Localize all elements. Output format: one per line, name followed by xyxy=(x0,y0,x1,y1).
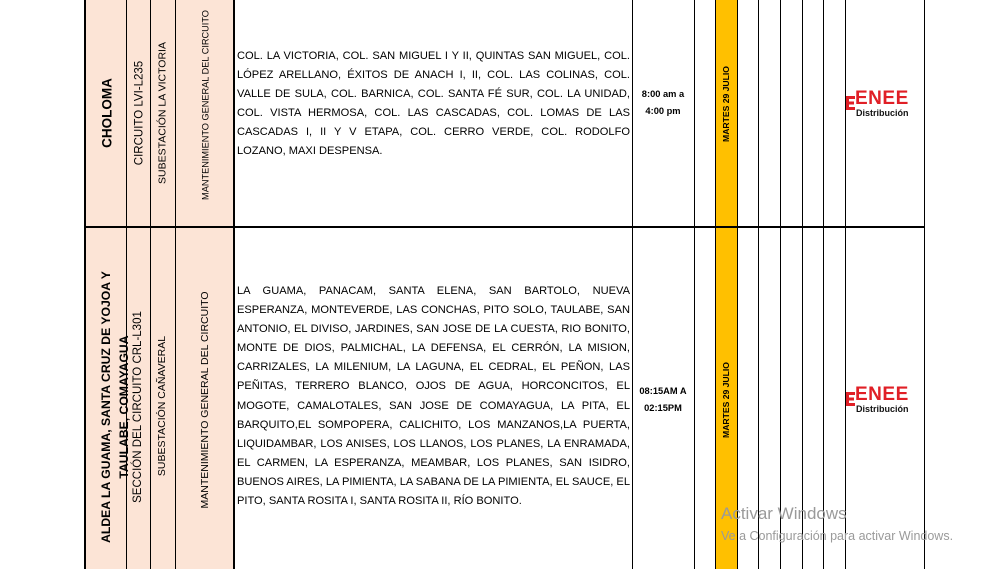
grid-line xyxy=(823,0,824,569)
grid-line xyxy=(924,0,925,569)
enee-logo-mark-icon xyxy=(846,392,855,406)
enee-logo xyxy=(846,90,924,120)
enee-logo-text: ENEE xyxy=(855,88,909,109)
enee-logo-subtext: Distribución xyxy=(856,108,909,118)
circuit-label: CIRCUITO LVI-L235 xyxy=(133,60,146,166)
time-start: 08:15AM A xyxy=(639,386,687,396)
outage-time xyxy=(636,86,690,120)
grid-line xyxy=(84,0,86,569)
substation-label: SUBESTACIÓN LA VICTORIA xyxy=(156,42,169,184)
work-type-label: MANTENIMIENTO GENERAL DEL CIRCUITO xyxy=(199,291,211,509)
grid-line xyxy=(737,0,738,569)
work-type-label: MANTENIMIENTO GENERAL DEL CIRCUITO xyxy=(200,10,211,200)
activate-windows-watermark-subtitle: Ve a Configuración para activar Windows. xyxy=(721,529,954,543)
grid-line xyxy=(758,0,759,569)
outage-time xyxy=(636,383,690,417)
affected-areas-text: COL. LA VICTORIA, COL. SAN MIGUEL I Y II, QUINTAS SAN MIGUEL, COL. LÓPEZ ARELLANO, ÉXITOS DE ANACH I, II, COL. LAS COLINAS, COL. VALLE DE SULA, COL. BARNICA, COL. SANTA FÉ SUR, COL. LA UNIDAD, COL. VISTA HERMOSA, COL. LAS CASCADAS, COL. LOMAS DE LAS CASCADAS I, II Y V ETAPA, COL. CERRO VERDE, COL. RODOLFO LOZANO, MAXI DESPENSA. xyxy=(237,50,630,158)
grid-line xyxy=(780,0,781,569)
grid-line xyxy=(233,0,235,569)
zone-label-text: ALDEA LA GUAMA, SANTA CRUZ DE YOJOA Y TAULABE, COMAYAGUA xyxy=(99,271,131,543)
grid-line xyxy=(175,0,176,569)
grid-line xyxy=(632,0,633,569)
time-start: 8:00 am a xyxy=(641,89,685,99)
time-end: 02:15PM xyxy=(644,403,682,413)
row-divider xyxy=(84,226,925,228)
affected-areas-text: LA GUAMA, PANACAM, SANTA ELENA, SAN BARTOLO, NUEVA ESPERANZA, MONTEVERDE, LAS CONCHAS, PITO SOLO, TAULABE, SAN ANTONIO, EL DIVISO, JARDINES, SAN JOSE DE LA CUESTA, RIO BONITO, MONTE DE DIOS, PALMICHAL, LA DEFENSA, EL CERRÓN, LA MISION, CARRIZALES, LA MILENIUM, LA LAGUNA, EL CEDRAL, EL PEÑON, LAS PEÑITAS, TERRERO BLANCO, OJOS DE AGUA, HORCONCITOS, EL MOGOTE, CAMALOTALES, SAN JOSE DE COMAYAGUA, LA PITA, EL BARQUITO,EL SOMPOPERA, CALICHITO, LOS MANZANOS,LA PUERTA, LIQUIDAMBAR, LOS ANISES, LOS LLANOS, LOS PLANES, LA ENRAMADA, EL CARMEN, LA ESPERANZA, MEAMBAR, LOS PLANES, SAN ISIDRO, BUENOS AIRES, LA PIMIENTA, LA SABANA DE LA PIMIENTA, EL SAUCE, EL PITO, SANTA ROSITA I, SANTA ROSITA II, RÍO BONITO. xyxy=(237,285,630,508)
substation-label: SUBESTACIÓN CAÑAVERAL xyxy=(156,335,168,477)
enee-logo-text: ENEE xyxy=(855,384,909,405)
circuit-label: SECCIÓN DEL CIRCUITO CRL-L301 xyxy=(132,311,144,503)
grid-line xyxy=(715,0,716,569)
zone-label: CHOLOMA xyxy=(99,78,114,148)
grid-line xyxy=(845,0,846,569)
enee-logo xyxy=(846,386,924,416)
time-end: 4:00 pm xyxy=(645,106,681,116)
grid-line xyxy=(802,0,803,569)
enee-logo-subtext: Distribución xyxy=(856,404,909,414)
enee-logo-mark-icon xyxy=(846,96,855,110)
grid-line xyxy=(694,0,695,569)
grid-line xyxy=(150,0,151,569)
outage-date: MARTES 29 JULIO xyxy=(721,66,731,142)
activate-windows-watermark-title: Activar Windows xyxy=(721,504,847,523)
outage-date: MARTES 29 JULIO xyxy=(721,362,731,438)
